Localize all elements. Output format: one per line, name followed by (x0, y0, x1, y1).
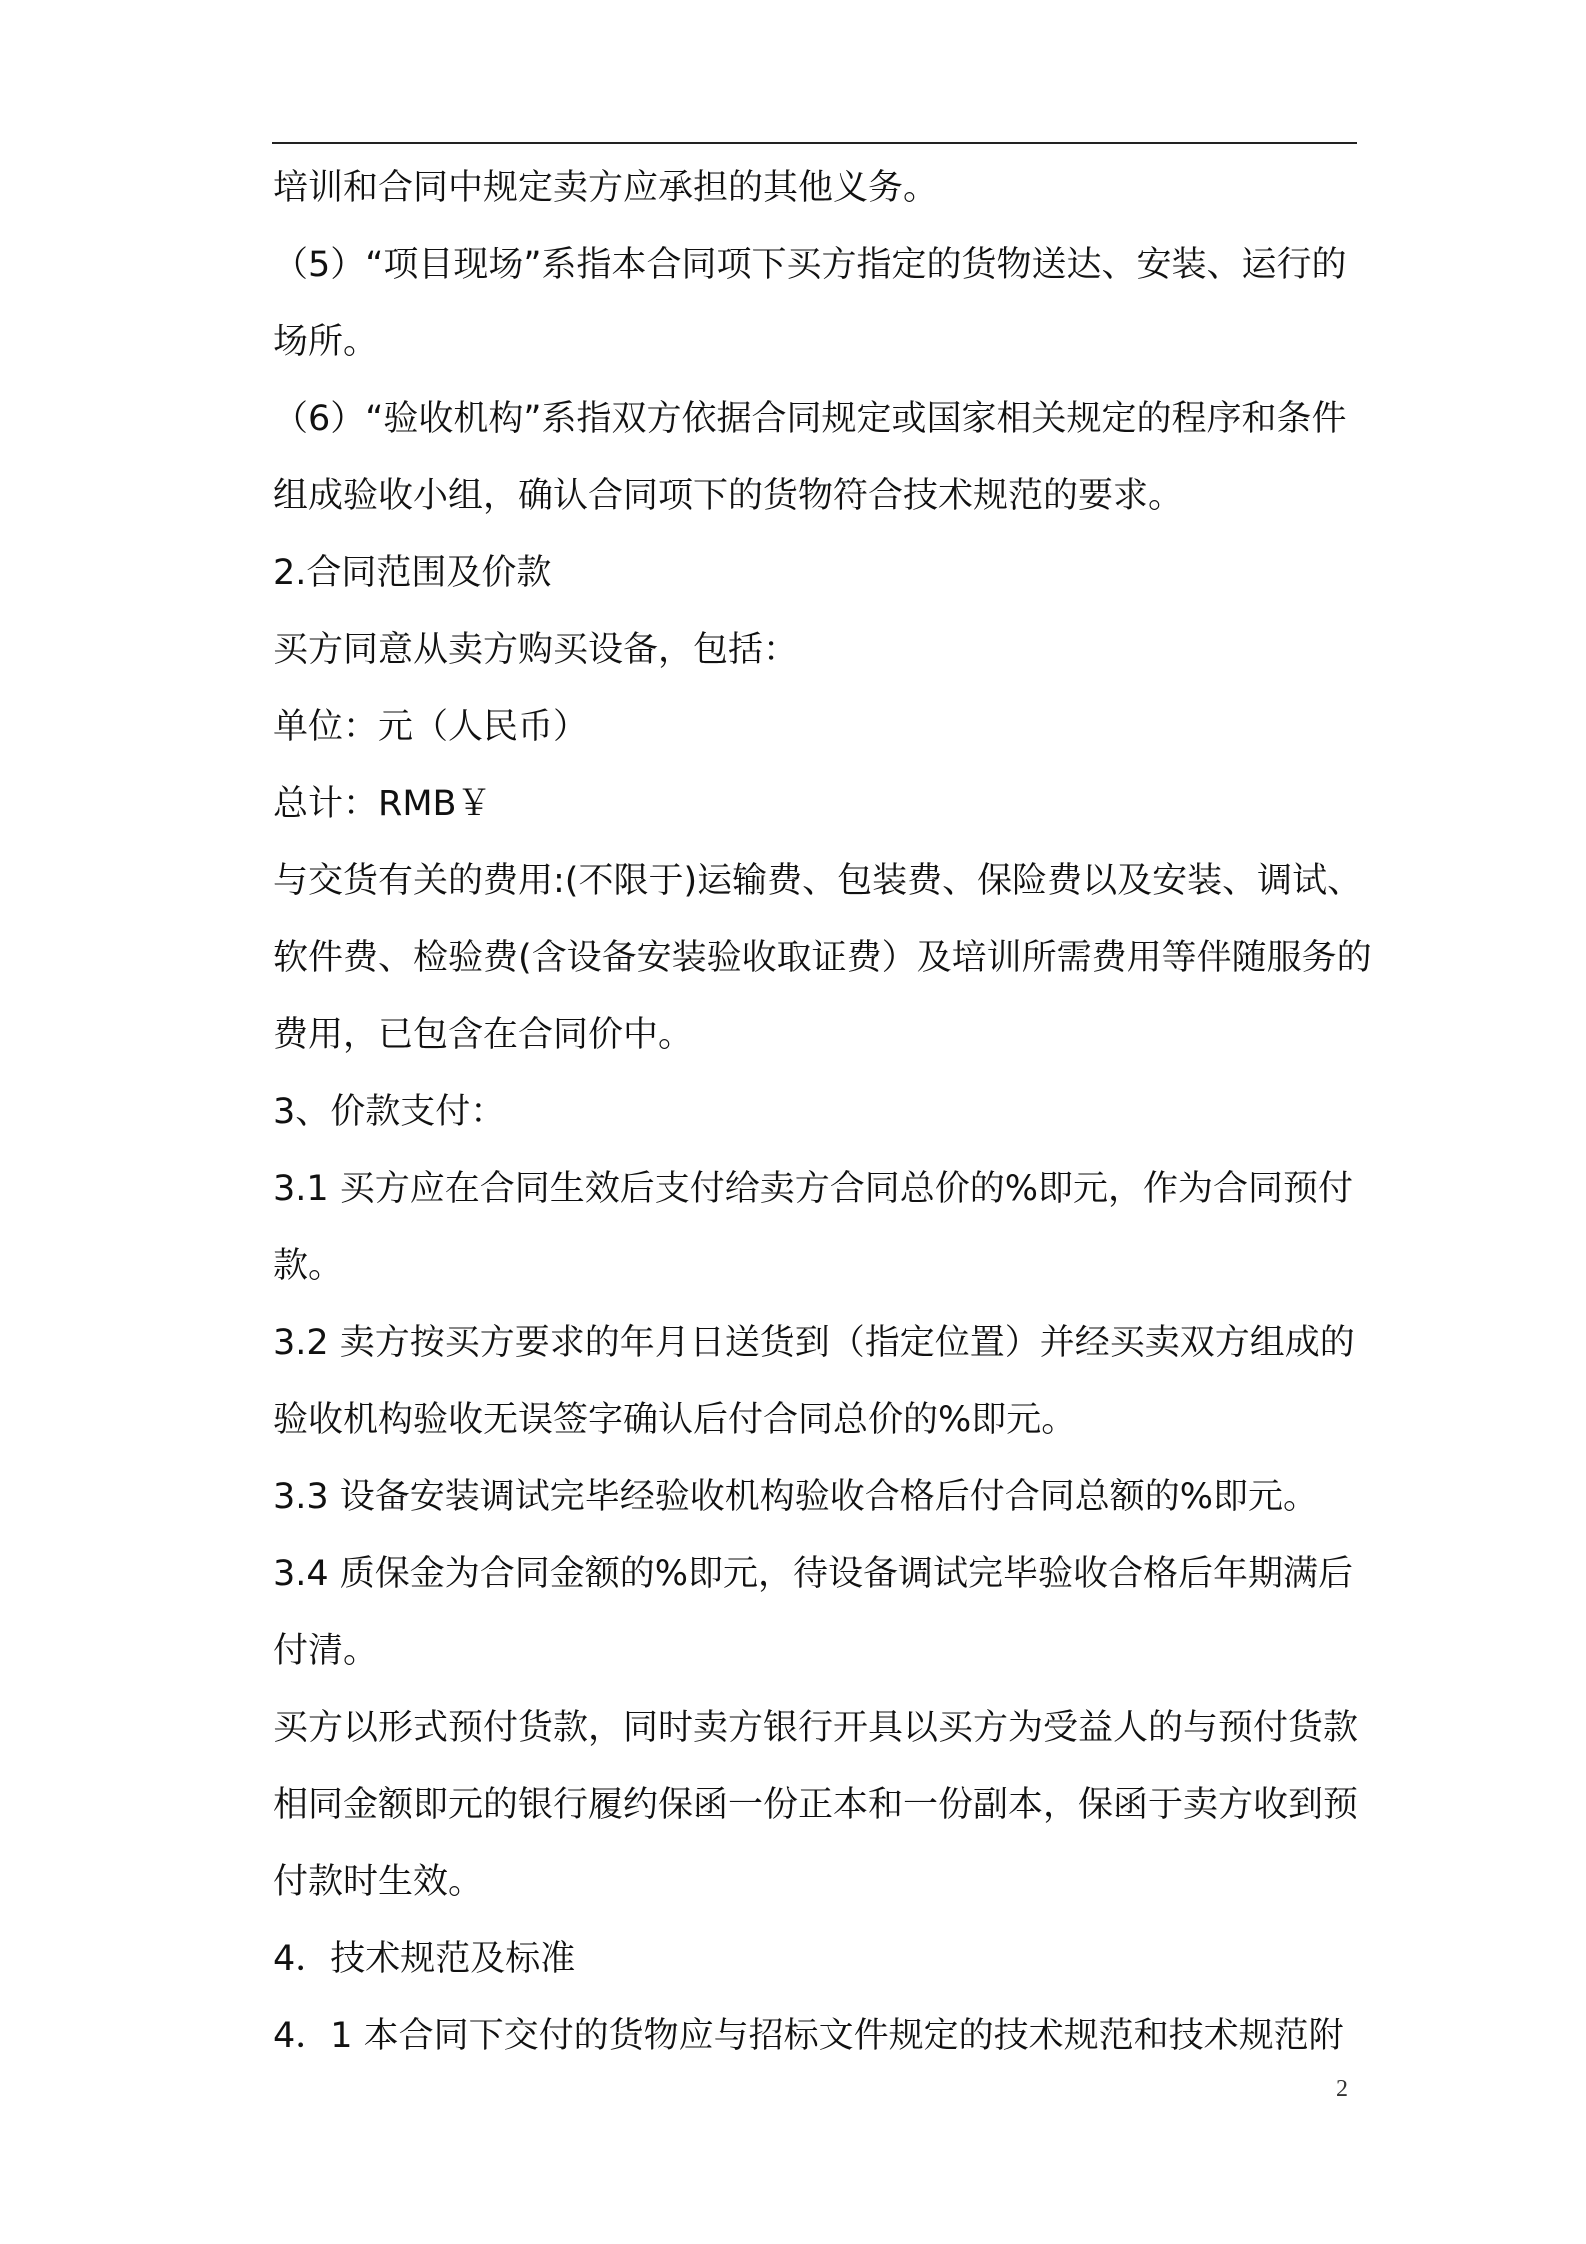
text-line: 买方以形式预付货款，同时卖方银行开具以买方为受益人的与预付货款 (273, 1708, 1359, 1748)
text-line: 组成验收小组，确认合同项下的货物符合技术规范的要求。 (273, 476, 1184, 516)
text-line: 总计：RMB￥ (273, 784, 492, 824)
section-heading: 2.合同范围及价款 (273, 553, 552, 593)
text-line: 相同金额即元的银行履约保函一份正本和一份副本，保函于卖方收到预 (273, 1785, 1359, 1825)
text-line: 验收机构验收无误签字确认后付合同总价的%即元。 (273, 1400, 1077, 1440)
text-line: 培训和合同中规定卖方应承担的其他义务。 (273, 168, 939, 208)
section-heading: 3、价款支付： (273, 1092, 506, 1132)
section-heading: 4．技术规范及标准 (273, 1939, 576, 1979)
body-text (273, 150, 1372, 2075)
text-line: 3.4 质保金为合同金额的%即元，待设备调试完毕验收合格后年期满后 (273, 1554, 1354, 1594)
text-line: 付清。 (273, 1631, 379, 1671)
text-line: 费用，已包含在合同价中。 (273, 1015, 694, 1055)
page-number: 2 (1336, 2076, 1348, 2102)
header-rule (272, 142, 1357, 144)
text-line: 单位：元（人民币） (273, 707, 589, 747)
text-line: （6）“验收机构”系指双方依据合同规定或国家相关规定的程序和条件 (273, 399, 1347, 439)
text-line: 买方同意从卖方购买设备，包括： (273, 630, 799, 670)
text-line: （5）“项目现场”系指本合同项下买方指定的货物送达、安装、运行的 (273, 245, 1347, 285)
text-line: 付款时生效。 (273, 1862, 484, 1902)
text-line: 场所。 (273, 322, 379, 362)
text-line: 3.2 卖方按买方要求的年月日送货到（指定位置）并经买卖双方组成的 (273, 1323, 1355, 1363)
text-line: 3.3 设备安装调试完毕经验收机构验收合格后付合同总额的%即元。 (273, 1477, 1319, 1517)
text-line: 3.1 买方应在合同生效后支付给卖方合同总价的%即元，作为合同预付 (273, 1169, 1354, 1209)
text-line: 与交货有关的费用:(不限于)运输费、包装费、保险费以及安装、调试、 (273, 861, 1363, 901)
text-line: 款。 (273, 1246, 344, 1286)
text-line: 软件费、检验费(含设备安装验收取证费）及培训所需费用等伴随服务的 (273, 938, 1372, 978)
text-line: 4．1 本合同下交付的货物应与招标文件规定的技术规范和技术规范附 (273, 2016, 1344, 2056)
